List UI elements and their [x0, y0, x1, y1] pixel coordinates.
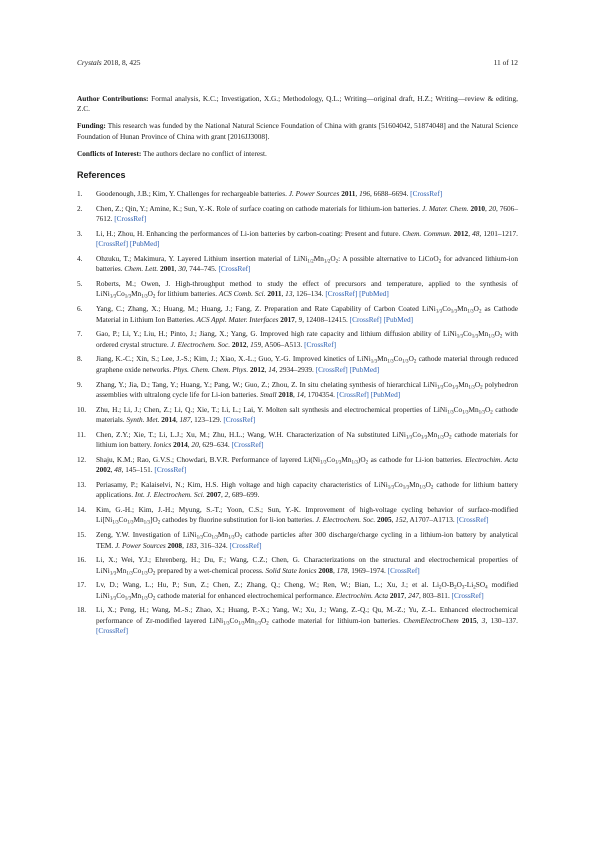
reference-item [77, 480, 518, 501]
reference-number: 17. [77, 580, 87, 590]
pubmed-link[interactable]: [PubMed] [359, 289, 389, 299]
reference-authors-title: Zhu, H.; Li, J.; Chen, Z.; Li, Q.; Xie, T.; Li, L.; Lai, Y. Molten salt synthesis and electrochemical properties of $LiNi_{1/3}Co_{1/3}Mn_{1/3}O_2$ cathode materials. [96, 404, 518, 425]
reference-volume-pages: , 183, 316–324. [182, 540, 228, 550]
reference-year: 2015 [462, 615, 477, 625]
reference-year: 2010 [470, 203, 486, 213]
reference-journal: Small [259, 389, 277, 399]
reference-year: 2018 [278, 389, 293, 399]
reference-year: 2011 [267, 289, 282, 299]
reference-year: 2017 [389, 590, 405, 600]
reference-item [77, 505, 518, 526]
reference-volume-pages: , 3, 130–137. [476, 615, 518, 625]
reference-year: 2001 [160, 264, 175, 274]
reference-volume-pages: , 14, 1704354. [292, 389, 335, 399]
crossref-link[interactable]: [CrossRef] [387, 565, 420, 575]
funding-statement [77, 121, 518, 142]
reference-number: 1. [77, 189, 83, 199]
reference-year: 2012 [453, 228, 469, 238]
reference-journal: J. Power Sources [288, 189, 340, 199]
reference-volume-pages: , 20, 7606–7612. [96, 203, 518, 224]
reference-authors-title: Kim, G.-H.; Kim, J.-H.; Myung, S.-T.; Yoon, C.S.; Sun, Y.-K. Improvement of high-voltage cycling behavior of surface-modified $Li[Ni_{1/3}Co_{1/3}Mn_{1/3}]O_2$ cathodes by fluorine substitution for li-ion batteries. [96, 505, 518, 526]
reference-authors-title: Ohzuku, T.; Makimura, Y. Layered Lithium insertion material of $LiNi_{1/2}Mn_{1/2}O_2$: A possible alternative to LiCoO$_2$ for advanced lithium-ion batteries. [96, 253, 519, 274]
reference-volume-pages: , 14, 2934–2939. [264, 364, 314, 374]
reference-journal: J. Power Sources [115, 540, 166, 550]
author-contributions-text: Formal analysis, K.C.; Investigation, X.G.; Methodology, Q.L.; Writing—original draft, H.Z.; Writing—review & editing, Z.C. [77, 94, 519, 114]
references-heading: References [77, 170, 126, 181]
reference-year: 2008 [318, 565, 333, 575]
crossref-link[interactable]: [CrossRef] [304, 339, 337, 349]
reference-number: 12. [77, 454, 87, 464]
reference-authors-title: Goodenough, J.B.; Kim, Y. Challenges for rechargeable batteries. [96, 189, 289, 199]
reference-number: 6. [77, 304, 83, 314]
reference-journal: ChemElectroChem [403, 615, 459, 625]
reference-authors-title: Yang, C.; Zhang, X.; Huang, M.; Huang, J.; Fang, Z. Preparation and Rate Capability of Carbon Coated $LiNi_{1/3}Co_{1/3}Mn_{1/3}O_2$ as Cathode Material in Lithium Ion Batteries. [96, 304, 519, 324]
reference-number: 13. [77, 479, 87, 489]
conflicts-statement [77, 149, 518, 159]
crossref-link[interactable]: [CrossRef] [223, 415, 256, 425]
header-journal: Crystals [77, 58, 102, 67]
reference-item [77, 530, 518, 551]
reference-authors-title: Chen, Z.Y.; Xie, T.; Li, L.J.; Xu, M.; Zhu, H.L.; Wang, W.H. Characterization of Na substituted $LiNi_{1/3}Co_{1/3}Mn_{1/3}O_2$ cathode materials for lithium ion battery. [96, 429, 518, 450]
reference-year: 2014 [161, 415, 176, 425]
reference-year: 2012 [250, 364, 265, 374]
reference-year: 2012 [231, 339, 247, 349]
pubmed-link[interactable]: [PubMed] [383, 314, 414, 324]
reference-journal: J. Mater. Chem. [422, 203, 469, 213]
reference-year: 2011 [341, 189, 356, 199]
reference-item [77, 555, 518, 576]
reference-number: 14. [77, 505, 87, 515]
reference-journal: Phys. Chem. Chem. Phys. [173, 364, 249, 374]
crossref-link[interactable]: [CrossRef] [456, 515, 489, 525]
reference-authors-title: Zeng, Y.W. Investigation of $LiNi_{1/3}Co_{1/3}Mn_{1/3}O_2$ cathode particles after 300 discharge/charge cycling in a lithium-ion battery by analytical TEM. [96, 530, 518, 550]
reference-journal: Ionics [153, 440, 172, 450]
reference-number: 4. [77, 253, 83, 263]
reference-authors-title: Li, H.; Zhou, H. Enhancing the performances of Li-ion batteries by carbon-coating: Present and future. [96, 228, 403, 238]
reference-journal: Int. J. Electrochem. Sci. [134, 490, 205, 500]
reference-journal: ACS Comb. Sci. [218, 289, 266, 299]
page-number: 11 of 12 [493, 58, 518, 67]
crossref-link[interactable]: [CrossRef] [315, 364, 348, 374]
reference-item [77, 354, 518, 375]
reference-authors-title: Li, X.; Peng, H.; Wang, M.-S.; Zhao, X.; Huang, P.-X.; Yang, W.; Xu, J.; Wang, Z.-Q.; Qu, M.-Z.; Yu, Z.-L. Enhanced electrochemical performance of Zr-modified layered $LiNi_{1/3}Co_{1/3}Mn_{1/3}O_2$ cathode material for lithium-ion batteries. [96, 605, 518, 627]
reference-authors-title: Gao, P.; Li, Y.; Liu, H.; Pinto, J.; Jiang, X.; Yang, G. Improved high rate capacity and lithium diffusion ability of $LiNi_{1/3}Co_{1/3}Mn_{1/3}O_2$ with ordered crystal structure. [96, 329, 519, 349]
crossref-link[interactable]: [CrossRef] [325, 289, 358, 299]
reference-number: 11. [77, 429, 86, 439]
reference-authors-title: Shaju, K.M.; Rao, G.V.S.; Chowdari, B.V.R. Performance of layered $Li(Ni_{1/3}Co_{1/3}Mn_{1/3})O_2$ as cathode for Li-ion batteries. [96, 454, 466, 466]
reference-year: 2017 [280, 314, 295, 324]
reference-journal: J. Electrochem. Soc. [170, 339, 231, 349]
reference-year: 2014 [173, 440, 188, 450]
reference-authors-title: Periasamy, P.; Kalaiselvi, N.; Kim, H.S. High voltage and high capacity characteristics of $LiNi_{1/3}Co_{1/3}Mn_{1/3}O_2$ cathode for lithium battery applications. [96, 479, 518, 500]
reference-number: 16. [77, 555, 87, 565]
crossref-link[interactable]: [CrossRef] [349, 314, 382, 324]
crossref-link[interactable]: [CrossRef] [231, 440, 264, 450]
reference-item [77, 430, 518, 451]
reference-year: 2005 [377, 515, 392, 525]
reference-authors-title: Li, X.; Wei, Y.J.; Ehrenberg, H.; Du, F.; Wang, C.Z.; Chen, G. Characterizations on the structural and electrochemical properties of $LiNi_{1/3}Mn_{1/3}Co_{1/3}O_2$ prepared by a wet-chemical process. [96, 555, 518, 577]
reference-authors-title: Lv, D.; Wang, L.; Hu, P.; Sun, Z.; Chen, Z.; Zhang, Q.; Cheng, W.; Ren, W.; Bian, L.; Xu, J.; et al. $Li_2O-B_2O_3-Li_2SO_4$ modified $LiNi_{1/3}Co_{1/3}Mn_{1/3}O_2$ cathode material for enhanced electrochemical performance. [96, 580, 518, 602]
crossref-link[interactable]: [CrossRef] [154, 465, 187, 475]
pubmed-link[interactable]: [PubMed] [129, 239, 160, 249]
reference-number: 8. [77, 354, 83, 364]
reference-year: 2008 [167, 540, 183, 550]
reference-journal: ACS Appl. Mater. Interfaces [196, 314, 279, 324]
reference-journal: Chem. Commun. [402, 228, 452, 238]
reference-item [77, 279, 518, 300]
author-contributions-label: Author Contributions: [77, 94, 149, 103]
reference-item [77, 189, 518, 199]
author-contributions [77, 94, 518, 115]
conflicts-text: The authors declare no conflict of interest. [143, 148, 267, 158]
reference-volume-pages: , 187, 123–129. [175, 415, 222, 425]
reference-authors-title: Jiang, K.-C.; Xin, S.; Lee, J.-S.; Kim, J.; Xiao, X.-L.; Guo, Y.-G. Improved kinetics of $LiNi_{1/3}Mn_{1/3}Co_{1/3}O_2$ cathode material through reduced graphene oxide networks. [96, 354, 518, 374]
crossref-link[interactable]: [CrossRef] [451, 590, 484, 600]
reference-journal: Electrochim. Acta [335, 590, 388, 600]
reference-item [77, 204, 518, 225]
reference-number: 15. [77, 530, 87, 540]
reference-number: 10. [77, 404, 87, 414]
running-header [77, 58, 518, 67]
reference-number: 18. [77, 605, 87, 615]
crossref-link[interactable]: [CrossRef] [114, 214, 147, 224]
reference-journal: Synth. Met. [126, 415, 160, 425]
reference-item [77, 229, 518, 250]
reference-journal: J. Electrochem. Soc. [315, 515, 376, 525]
crossref-link[interactable]: [CrossRef] [336, 389, 369, 399]
reference-list [77, 189, 518, 637]
reference-journal: Solid State Ionics [265, 565, 317, 575]
reference-volume-pages: , 48, 145–151. [110, 465, 153, 475]
reference-item [77, 329, 518, 350]
reference-item [77, 405, 518, 426]
crossref-link[interactable]: [CrossRef] [410, 189, 443, 199]
funding-text: This research was funded by the National Natural Science Foundation of China with grants [51604042, 51874048] and the Natural Science Foundation of Hunan Province of China with grant [2016JJ3008]. [77, 121, 518, 141]
reference-year: 2007 [206, 490, 221, 500]
reference-volume-pages: , 152, A1707–A1713. [391, 515, 455, 525]
reference-item [77, 304, 518, 325]
reference-volume-pages: , 2, 689–699. [220, 490, 260, 500]
header-volume: 2018, 8, 425 [103, 58, 141, 67]
reference-volume-pages: , 159, A506–A513. [246, 339, 303, 349]
reference-item [77, 580, 518, 601]
reference-volume-pages: , 30, 744–745. [174, 264, 217, 274]
reference-number: 5. [77, 279, 83, 289]
reference-volume-pages: , 20, 629–634. [187, 440, 230, 450]
reference-number: 7. [77, 329, 83, 339]
reference-volume-pages: , 196, 6688–6694. [355, 189, 409, 199]
reference-year: 2002 [96, 465, 111, 475]
reference-number: 2. [77, 203, 83, 213]
reference-volume-pages: , 13, 126–134. [281, 289, 324, 299]
reference-authors-title: Zhang, Y.; Jia, D.; Tang, Y.; Huang, Y.; Pang, W.; Guo, Z.; Zhou, Z. In situ chelating synthesis of hierarchical $LiNi_{1/3}Co_{1/3}Mn_{1/3}O_2$ polyhedron assemblies with ultralong cycle life for Li-ion batteries. [96, 379, 518, 399]
reference-number: 9. [77, 379, 83, 389]
pubmed-link[interactable]: [PubMed] [370, 389, 401, 399]
crossref-link[interactable]: [CrossRef] [218, 264, 251, 274]
reference-volume-pages: , 178, 1969–1974. [332, 565, 386, 575]
reference-item [77, 254, 518, 275]
pubmed-link[interactable]: [PubMed] [349, 364, 380, 374]
reference-volume-pages: , 48, 1201–1217. [468, 228, 519, 238]
conflicts-label: Conflicts of Interest: [77, 148, 142, 158]
header-citation [77, 58, 140, 67]
reference-authors-title: Chen, Z.; Qin, Y.; Amine, K.; Sun, Y.-K. Role of surface coating on cathode materials for lithium-ion batteries. [96, 203, 423, 213]
crossref-link[interactable]: [CrossRef] [96, 626, 129, 636]
back-matter [77, 94, 518, 641]
crossref-link[interactable]: [CrossRef] [96, 239, 129, 249]
reference-item [77, 605, 518, 636]
funding-label: Funding: [77, 121, 106, 131]
reference-journal: Electrochim. Acta [465, 454, 518, 464]
reference-volume-pages: , 9, 12408–12415. [294, 314, 348, 324]
reference-authors-title: Roberts, M.; Owen, J. High-throughput method to study the effect of precursors and temperature, applied to the synthesis of $LiNi_{1/3}Co_{1/3}Mn_{1/3}O_2$ for lithium batteries. [96, 279, 518, 300]
crossref-link[interactable]: [CrossRef] [229, 540, 262, 550]
reference-journal: Chem. Lett. [124, 264, 159, 274]
reference-item [77, 380, 518, 401]
reference-volume-pages: , 247, 803–811. [404, 590, 450, 600]
reference-item [77, 455, 518, 476]
reference-number: 3. [77, 228, 83, 238]
